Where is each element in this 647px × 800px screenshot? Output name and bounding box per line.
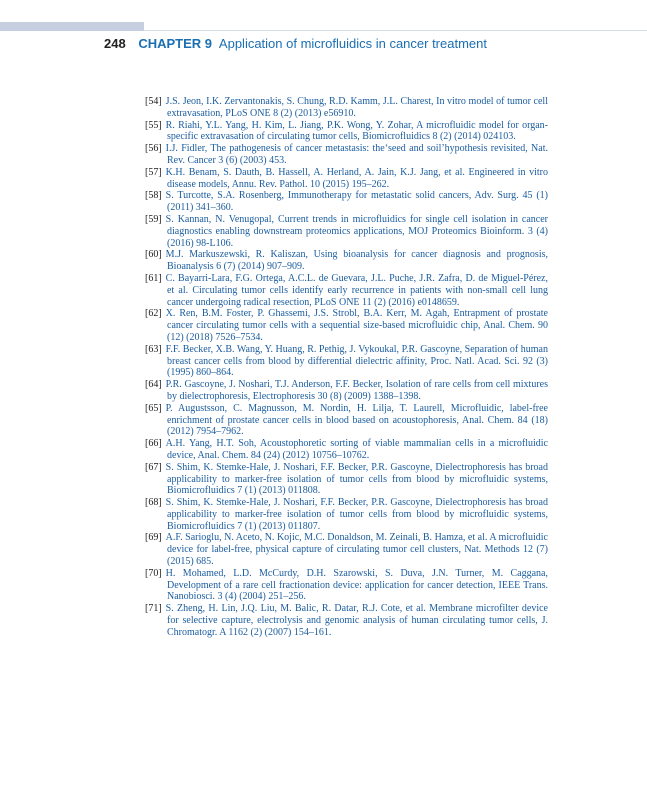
header-accent-bar <box>0 22 144 31</box>
reference-item <box>145 461 548 497</box>
reference-number: [71] <box>145 603 162 615</box>
reference-item <box>145 379 548 403</box>
chapter-title: Application of microfluidics in cancer treatment <box>218 36 487 51</box>
reference-number: [63] <box>145 343 162 355</box>
reference-number: [59] <box>145 213 162 225</box>
reference-text[interactable]: X. Ren, B.M. Foster, P. Ghassemi, J.S. Strobl, B.A. Kerr, M. Agah, Entrapment of prostate cancer circulating tumor cells with a sequential size-based microfluidic chip, Anal. Chem. 90 (12) (2018) 7526–7534. <box>165 308 548 343</box>
reference-number: [57] <box>145 166 162 178</box>
reference-text[interactable]: P. Augustsson, C. Magnusson, M. Nordin, H. Lilja, T. Laurell, Microfluidic, label-free enrichment of prostate cancer cells in blood based on acoustophoresis, Anal. Chem. 84 (18) (2012) 7954–7962. <box>165 402 548 438</box>
reference-number: [68] <box>145 497 162 509</box>
reference-item <box>145 143 548 167</box>
reference-item <box>145 603 548 638</box>
reference-number: [62] <box>145 308 162 320</box>
reference-text[interactable]: P.R. Gascoyne, J. Noshari, T.J. Anderson, F.F. Becker, Isolation of rare cells from cell mixtures by dielectrophoresis, Electrophoresis 30 (8) (2009) 1388–1398. <box>165 379 548 402</box>
reference-item <box>145 532 548 568</box>
running-header <box>104 35 487 53</box>
reference-item <box>145 308 548 343</box>
reference-text[interactable]: S. Shim, K. Stemke-Hale, J. Noshari, F.F. Becker, P.R. Gascoyne, Dielectrophoresis has broad applicability to marker-free isolation of tumor cells from blood by microfluidic systems, Biomicrofluidics 7 (1) (2013) 011808. <box>165 461 548 497</box>
reference-text[interactable]: C. Bayarri-Lara, F.G. Ortega, A.C.L. de Guevara, J.L. Puche, J.R. Zafra, D. de Miguel-Pérez, et al. Circulating tumor cells identify early recurrence in patients with non-small cell lung cancer undergoing radical resection, PLoS ONE 11 (2) (2016) e0148659. <box>165 272 548 308</box>
reference-number: [56] <box>145 143 162 155</box>
reference-item <box>145 96 548 120</box>
reference-item <box>145 272 548 308</box>
page-number: 248 <box>104 36 126 51</box>
reference-number: [61] <box>145 272 162 284</box>
reference-item <box>145 567 548 603</box>
reference-text[interactable]: H. Mohamed, L.D. McCurdy, D.H. Szarowski, S. Duva, J.N. Turner, M. Caggana, Development of a rare cell fractionation device: application for cancer detection, IEEE Trans. Nanobiosci. 3 (4) (2004) 251–256. <box>165 567 548 603</box>
reference-text[interactable]: F.F. Becker, X.B. Wang, Y. Huang, R. Pethig, J. Vykoukal, P.R. Gascoyne, Separation of human breast cancer cells from blood by differential dielectric affinity, Proc. Natl. Acad. Sci. 92 (3) (1995) 860–864. <box>165 343 548 379</box>
reference-item <box>145 497 548 532</box>
reference-list <box>145 96 548 639</box>
reference-item <box>145 190 548 214</box>
reference-text[interactable]: I.J. Fidler, The pathogenesis of cancer metastasis: the‘seed and soil’hypothesis revisited, Nat. Rev. Cancer 3 (6) (2003) 453. <box>165 143 548 166</box>
reference-item <box>145 438 548 462</box>
reference-number: [66] <box>145 438 162 450</box>
reference-text[interactable]: S. Shim, K. Stemke-Hale, J. Noshari, F.F. Becker, P.R. Gascoyne, Dielectrophoresis has broad applicability to marker-free isolation of tumor cells from blood by microfluidic systems, Biomicrofluidics 7 (1) (2013) 011807. <box>165 497 548 532</box>
reference-number: [70] <box>145 567 162 579</box>
reference-item <box>145 343 548 379</box>
reference-item <box>145 249 548 273</box>
reference-text[interactable]: S. Zheng, H. Lin, J.Q. Liu, M. Balic, R. Datar, R.J. Cote, et al. Membrane microfilter device for selective capture, electrolysis and genomic analysis of human circulating tumor cells, J. Chromatogr. A 1162 (2) (2007) 154–161. <box>165 603 548 638</box>
reference-text[interactable]: A.F. Sarioglu, N. Aceto, N. Kojic, M.C. Donaldson, M. Zeinali, B. Hamza, et al. A microfluidic device for label-free, physical capture of circulating tumor cell clusters, Nat. Methods 12 (7) (2015) 685. <box>165 532 548 568</box>
reference-text[interactable]: S. Kannan, N. Venugopal, Current trends in microfluidics for single cell isolation in cancer diagnostics enabling downstream proteomics applications, MOJ Proteomics Bioinform. 3 (4) (2016) 98-L106. <box>165 213 548 249</box>
reference-text[interactable]: K.H. Benam, S. Dauth, B. Hassell, A. Herland, A. Jain, K.J. Jang, et al. Engineered in vitro disease models, Annu. Rev. Pathol. 10 (2015) 195–262. <box>165 166 548 190</box>
reference-text[interactable]: J.S. Jeon, I.K. Zervantonakis, S. Chung, R.D. Kamm, J.L. Charest, In vitro model of tumor cell extravasation, PLoS ONE 8 (2) (2013) e56910. <box>165 96 548 119</box>
chapter-label: CHAPTER 9 <box>138 36 213 51</box>
reference-number: [54] <box>145 96 162 107</box>
reference-number: [64] <box>145 379 162 391</box>
reference-number: [69] <box>145 532 162 544</box>
reference-number: [55] <box>145 119 162 131</box>
reference-item <box>145 166 548 191</box>
reference-number: [65] <box>145 402 162 414</box>
reference-item <box>145 119 548 144</box>
reference-item <box>145 402 548 438</box>
header-rule <box>144 30 647 31</box>
reference-item <box>145 213 548 249</box>
reference-text[interactable]: S. Turcotte, S.A. Rosenberg, Immunotherapy for metastatic solid cancers, Adv. Surg. 45 (1) (2011) 341–360. <box>165 190 548 214</box>
reference-text[interactable]: A.H. Yang, H.T. Soh, Acoustophoretic sorting of viable mammalian cells in a microfluidic device, Anal. Chem. 84 (24) (2012) 10756–10762. <box>165 438 548 461</box>
reference-number: [67] <box>145 461 162 473</box>
reference-number: [58] <box>145 190 162 202</box>
reference-text[interactable]: M.J. Markuszewski, R. Kaliszan, Using bioanalysis for cancer diagnosis and prognosis, Bioanalysis 6 (7) (2014) 907–909. <box>165 249 548 273</box>
reference-text[interactable]: R. Riahi, Y.L. Yang, H. Kim, L. Jiang, P.K. Wong, Y. Zohar, A microfluidic model for organ-specific extravasation of circulating tumor cells, Biomicrofluidics 8 (2) (2014) 024103. <box>165 119 548 143</box>
reference-number: [60] <box>145 249 162 261</box>
